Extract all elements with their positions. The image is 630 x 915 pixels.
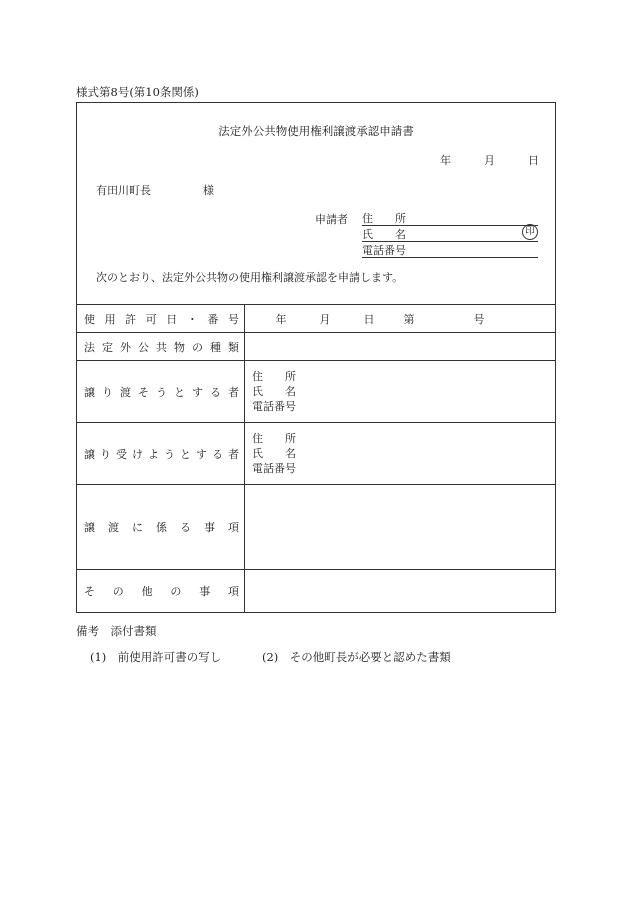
permit-date-number-value xyxy=(245,305,556,333)
transferor-phone: 電話番号 xyxy=(252,400,296,413)
permit-year: 年 xyxy=(275,312,287,326)
application-statement: 次のとおり、法定外公共物の使用権利譲渡承認を申請します。 xyxy=(96,271,404,284)
date-day: 日 xyxy=(528,154,539,167)
table-row xyxy=(77,485,556,570)
table-label-cell xyxy=(77,485,245,570)
permit-month: 月 xyxy=(319,312,331,326)
table-row xyxy=(77,423,556,485)
addressee: 有田川町長 xyxy=(96,184,151,197)
transferee-address: 住 所 xyxy=(252,432,296,445)
table-label-cell xyxy=(77,305,245,333)
other-matters-value xyxy=(245,570,556,613)
table-label-cell xyxy=(77,423,245,485)
table-label-cell xyxy=(77,570,245,613)
addressee-honorific: 様 xyxy=(203,184,214,197)
other-matters-label: その他の事項 xyxy=(84,585,239,598)
date-month: 月 xyxy=(484,154,495,167)
application-form xyxy=(76,102,556,613)
applicant-label: 申請者 xyxy=(315,213,348,226)
note-item-2: (2) その他町長が必要と認めた書類 xyxy=(262,650,451,664)
transferor-value xyxy=(245,361,556,423)
transferee-label: 譲り受けようとする者 xyxy=(84,447,239,461)
table-row xyxy=(77,361,556,423)
applicant-address-label: 住 所 xyxy=(362,212,406,225)
transfer-matters-value xyxy=(245,485,556,570)
date-line xyxy=(440,152,539,168)
public-property-type-label: 法定外公共物の種類 xyxy=(84,340,239,354)
table-row xyxy=(77,570,556,613)
applicant-address-row xyxy=(362,210,538,226)
table-row xyxy=(77,305,556,333)
table-row xyxy=(77,333,556,361)
permit-date-number-label: 使用許可日・番号 xyxy=(84,312,239,326)
applicant-name-label: 氏 名 xyxy=(362,228,406,241)
permit-number-suffix: 号 xyxy=(473,312,485,326)
transferee-phone: 電話番号 xyxy=(252,462,296,475)
notes-title: 備考 添付書類 xyxy=(76,624,157,638)
note-item-1: (1) 前使用許可書の写し xyxy=(90,650,222,664)
table-label-cell xyxy=(77,333,245,361)
transferee-name: 氏 名 xyxy=(252,447,296,460)
details-table xyxy=(76,304,556,613)
transferor-label: 譲り渡そうとする者 xyxy=(84,385,239,399)
form-title: 法定外公共物使用権利譲渡承認申請書 xyxy=(218,124,414,138)
applicant-phone-row xyxy=(362,242,538,258)
form-number-label: 様式第8号(第10条関係) xyxy=(76,85,199,99)
transferor-name: 氏 名 xyxy=(252,385,296,398)
applicant-name-row xyxy=(362,226,538,242)
seal-mark-icon: 印 xyxy=(522,224,538,240)
transferor-address: 住 所 xyxy=(252,370,296,383)
transfer-matters-label: 譲渡に係る事項 xyxy=(84,521,239,534)
date-year: 年 xyxy=(440,154,451,167)
transferee-value xyxy=(245,423,556,485)
permit-day: 日 xyxy=(363,312,375,326)
public-property-type-value xyxy=(245,333,556,361)
permit-number-prefix: 第 xyxy=(403,312,415,326)
applicant-phone-label: 電話番号 xyxy=(362,244,406,257)
table-label-cell xyxy=(77,361,245,423)
